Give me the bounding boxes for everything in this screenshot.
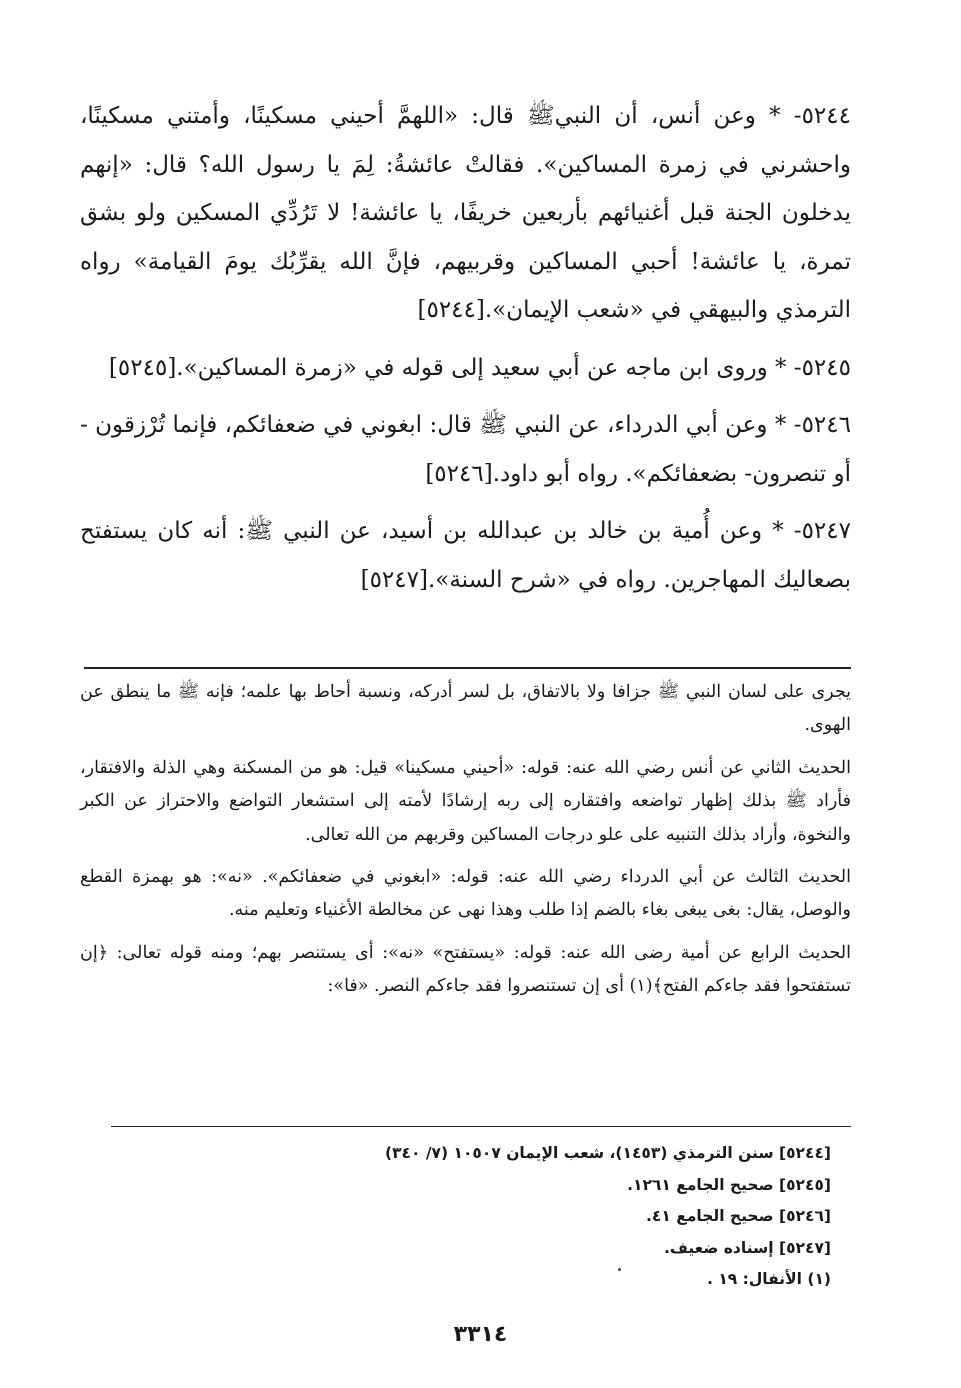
hadith-5244: ٥٢٤٤- * وعن أنس، أن النبيﷺ قال: «اللهمَّ أحيني مسكينًا، وأمتني مسكينًا، واحشرني في زمرة المساكين». فقالتْ عائشةُ: لِمَ يا رسول الله؟ قال: «إنهم يدخلون الجنة قبل أغنيائهم بأربعين خريفًا، يا عائشة! لا تَرُدِّي المسكين ولو بشق تمرة، يا عائشة! أحبي المساكين وقربيهم، فإنَّ الله يقرِّبُك يومَ القيامة» رواه الترمذي والبيهقي في «شعب الإيمان».[٥٢٤٤]	[80, 103, 851, 323]
footnote-5247: [٥٢٤٧] إسناده ضعيف.	[663, 1238, 831, 1257]
page-number: ٣٣١٤	[453, 1322, 508, 1347]
commentary-section	[80, 676, 851, 1013]
footnotes-section	[300, 1138, 831, 1296]
footnote-quran-ref: (١) الأنفال: ١٩ .	[707, 1270, 831, 1288]
footnote-5244: [٥٢٤٤] سنن الترمذي (١٤٥٣)، شعب الإيمان ١٠٥٠٧ (٧/ ٣٤٠)	[384, 1144, 831, 1162]
section-divider	[84, 667, 851, 669]
hadith-5247: ٥٢٤٧- * وعن أُمية بن خالد بن عبدالله بن أسيد، عن النبي ﷺ: أنه كان يستفتح بصعاليك المهاجرين. رواه في «شرح السنة».[٥٢٤٧]	[80, 518, 851, 593]
commentary-paragraph-1: يجرى على لسان النبي ﷺ جزافا ولا بالاتفاق، بل لسر أدركه، ونسبة أحاط بها علمه؛ فإنه ﷺ ما ينطق عن الهوى.	[80, 682, 851, 736]
hadith-5245: ٥٢٤٥- * وروى ابن ماجه عن أبي سعيد إلى قوله في «زمرة المساكين».[٥٢٤٥]	[108, 354, 851, 381]
commentary-paragraph-4: الحديث الرابع عن أمية رضى الله عنه: قوله: «يستفتح» «نه»: أى يستنصر بهم؛ ومنه قوله تعالى: ﴿إن تستفتحوا فقد جاءكم الفتح﴾(١) أى إن تستنصروا فقد جاءكم النصر. «فا»:	[80, 942, 851, 997]
footnote-5246: [٥٢٤٦] صحيح الجامع ٤١.	[646, 1207, 831, 1225]
hadith-5246: ٥٢٤٦- * وعن أبي الدرداء، عن النبي ﷺ قال: ابغوني في ضعفائكم، فإنما تُرْزقون - أو تنصرون- بضعفائكم». رواه أبو داود.[٥٢٤٦]	[80, 412, 851, 487]
print-speck	[618, 1268, 621, 1271]
hadith-section	[80, 92, 851, 613]
commentary-paragraph-2: الحديث الثاني عن أنس رضي الله عنه: قوله: «أحيني مسكينا» قيل: هو من المسكنة وهي الذلة والافتقار، فأراد ﷺ بذلك إظهار تواضعه وافتقاره إلى ربه إرشادًا لأمته إلى استشعار التواضع والاحتراز عن الكبر والنخوة، وأراد بذلك التنبيه على علو درجات المساكين وقربهم من الله تعالى.	[80, 757, 851, 845]
footnote-divider	[111, 1126, 851, 1127]
footnote-5245: [٥٢٤٥] صحيح الجامع ١٢٦١.	[627, 1175, 831, 1194]
commentary-paragraph-3: الحديث الثالث عن أبي الدرداء رضي الله عنه: قوله: «ابغوني في ضعفائكم». «نه»: هو بهمزة القطع والوصل، يقال: بغى يبغى بغاء بالضم إذا طلب وهذا نهى عن مخالطة الأغنياء وتعليم منه.	[80, 867, 851, 921]
